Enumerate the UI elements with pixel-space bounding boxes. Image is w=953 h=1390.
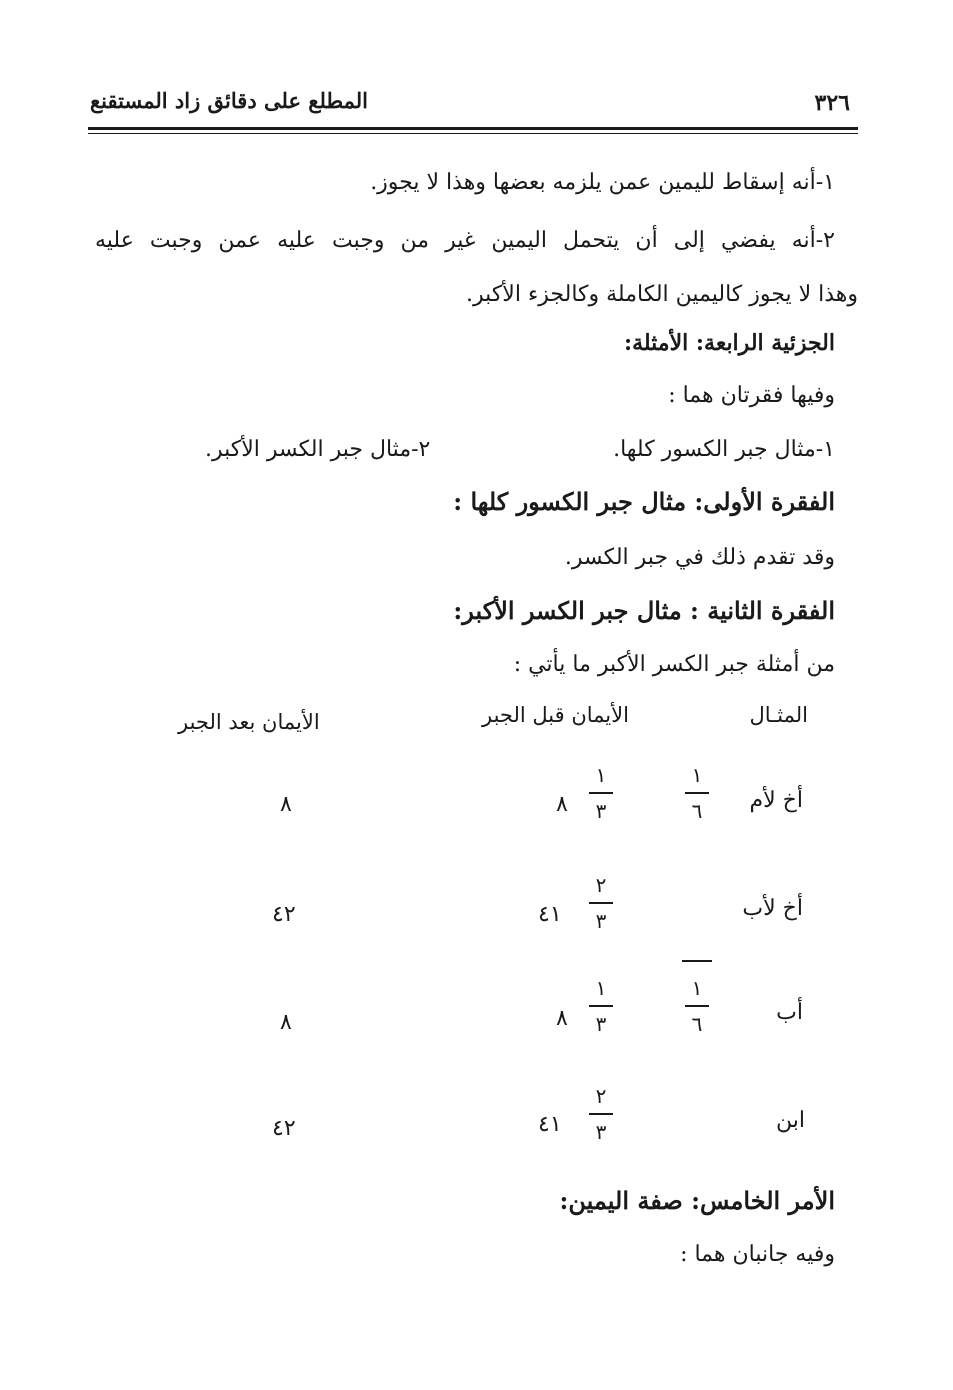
page-number: ٣٢٦ xyxy=(814,90,850,116)
row-4-example: ابن xyxy=(776,1108,805,1133)
row-4-before-numerator: ٢ xyxy=(595,1084,607,1108)
row-2-example: أخ لأب xyxy=(742,896,803,921)
section-heading-examples: الجزئية الرابعة: الأمثلة: xyxy=(623,330,835,356)
fraction-bar xyxy=(589,902,613,904)
row-3-share-denominator: ٦ xyxy=(691,1012,703,1036)
fraction-overline xyxy=(682,960,712,962)
paragraph-2: ٢-أنه يفضي إلى أن يتحمل اليمين غير من وجبت عليه عمن وجبت عليه xyxy=(95,228,835,253)
fraction-bar xyxy=(685,792,709,794)
row-1-share-fraction xyxy=(682,762,712,824)
row-3-before-denominator: ٣ xyxy=(595,1012,607,1036)
section-heading-first: الفقرة الأولى: مثال جبر الكسور كلها : xyxy=(453,487,835,516)
row-3-example: أب xyxy=(776,1000,803,1025)
row-2-after: ٤٢ xyxy=(272,902,296,927)
row-1-before-whole: ٨ xyxy=(556,792,568,817)
fraction-bar xyxy=(589,1005,613,1007)
section-heading-oath-form: الأمر الخامس: صفة اليمين: xyxy=(559,1186,835,1215)
list-item-2: ٢-مثال جبر الكسر الأكبر. xyxy=(205,437,431,462)
paragraph-7: وفيه جانبان هما : xyxy=(680,1242,835,1267)
row-3-before-fraction xyxy=(586,975,616,1037)
fraction-bar xyxy=(589,792,613,794)
row-3-after: ٨ xyxy=(280,1010,292,1035)
row-2-before-denominator: ٣ xyxy=(595,909,607,933)
paragraph-6: من أمثلة جبر الكسر الأكبر ما يأتي : xyxy=(513,652,835,677)
row-1-after: ٨ xyxy=(280,792,292,817)
header-rule-thin xyxy=(88,133,858,134)
list-item-1: ١-مثال جبر الكسور كلها. xyxy=(613,437,835,462)
row-4-before-whole: ٤١ xyxy=(538,1112,562,1137)
row-1-before-numerator: ١ xyxy=(595,763,607,787)
row-1-before-denominator: ٣ xyxy=(595,799,607,823)
table-header-after: الأيمان بعد الجبر xyxy=(178,710,320,734)
row-3-share-fraction xyxy=(682,975,712,1037)
row-2-before-fraction xyxy=(586,872,616,934)
fraction-bar xyxy=(589,1113,613,1115)
row-1-example: أخ لأم xyxy=(749,788,803,813)
paragraph-5: وقد تقدم ذلك في جبر الكسر. xyxy=(564,545,835,570)
row-4-before-fraction xyxy=(586,1083,616,1145)
fraction-bar xyxy=(685,1005,709,1007)
row-1-before-fraction xyxy=(586,762,616,824)
row-4-after: ٤٢ xyxy=(272,1116,296,1141)
row-1-share-numerator: ١ xyxy=(691,763,703,787)
header-rule-thick xyxy=(88,127,858,130)
row-2-before-whole: ٤١ xyxy=(538,902,562,927)
table-header-before: الأيمان قبل الجبر xyxy=(482,703,629,727)
paragraph-1: ١-أنه إسقاط لليمين عمن يلزمه بعضها وهذا لا يجوز. xyxy=(370,170,835,195)
row-3-share-numerator: ١ xyxy=(691,976,703,1000)
table-header-example: المثـال xyxy=(749,703,808,727)
running-title: المطلع على دقائق زاد المستقنع xyxy=(90,88,369,113)
section-heading-second: الفقرة الثانية : مثال جبر الكسر الأكبر: xyxy=(453,596,835,625)
row-2-before-numerator: ٢ xyxy=(595,873,607,897)
row-3-before-whole: ٨ xyxy=(556,1006,568,1031)
paragraph-4: وفيها فقرتان هما : xyxy=(668,383,835,408)
row-4-before-denominator: ٣ xyxy=(595,1120,607,1144)
row-1-share-denominator: ٦ xyxy=(691,799,703,823)
paragraph-3: وهذا لا يجوز كاليمين الكاملة وكالجزء الأكبر. xyxy=(466,282,858,307)
row-3-before-numerator: ١ xyxy=(595,976,607,1000)
